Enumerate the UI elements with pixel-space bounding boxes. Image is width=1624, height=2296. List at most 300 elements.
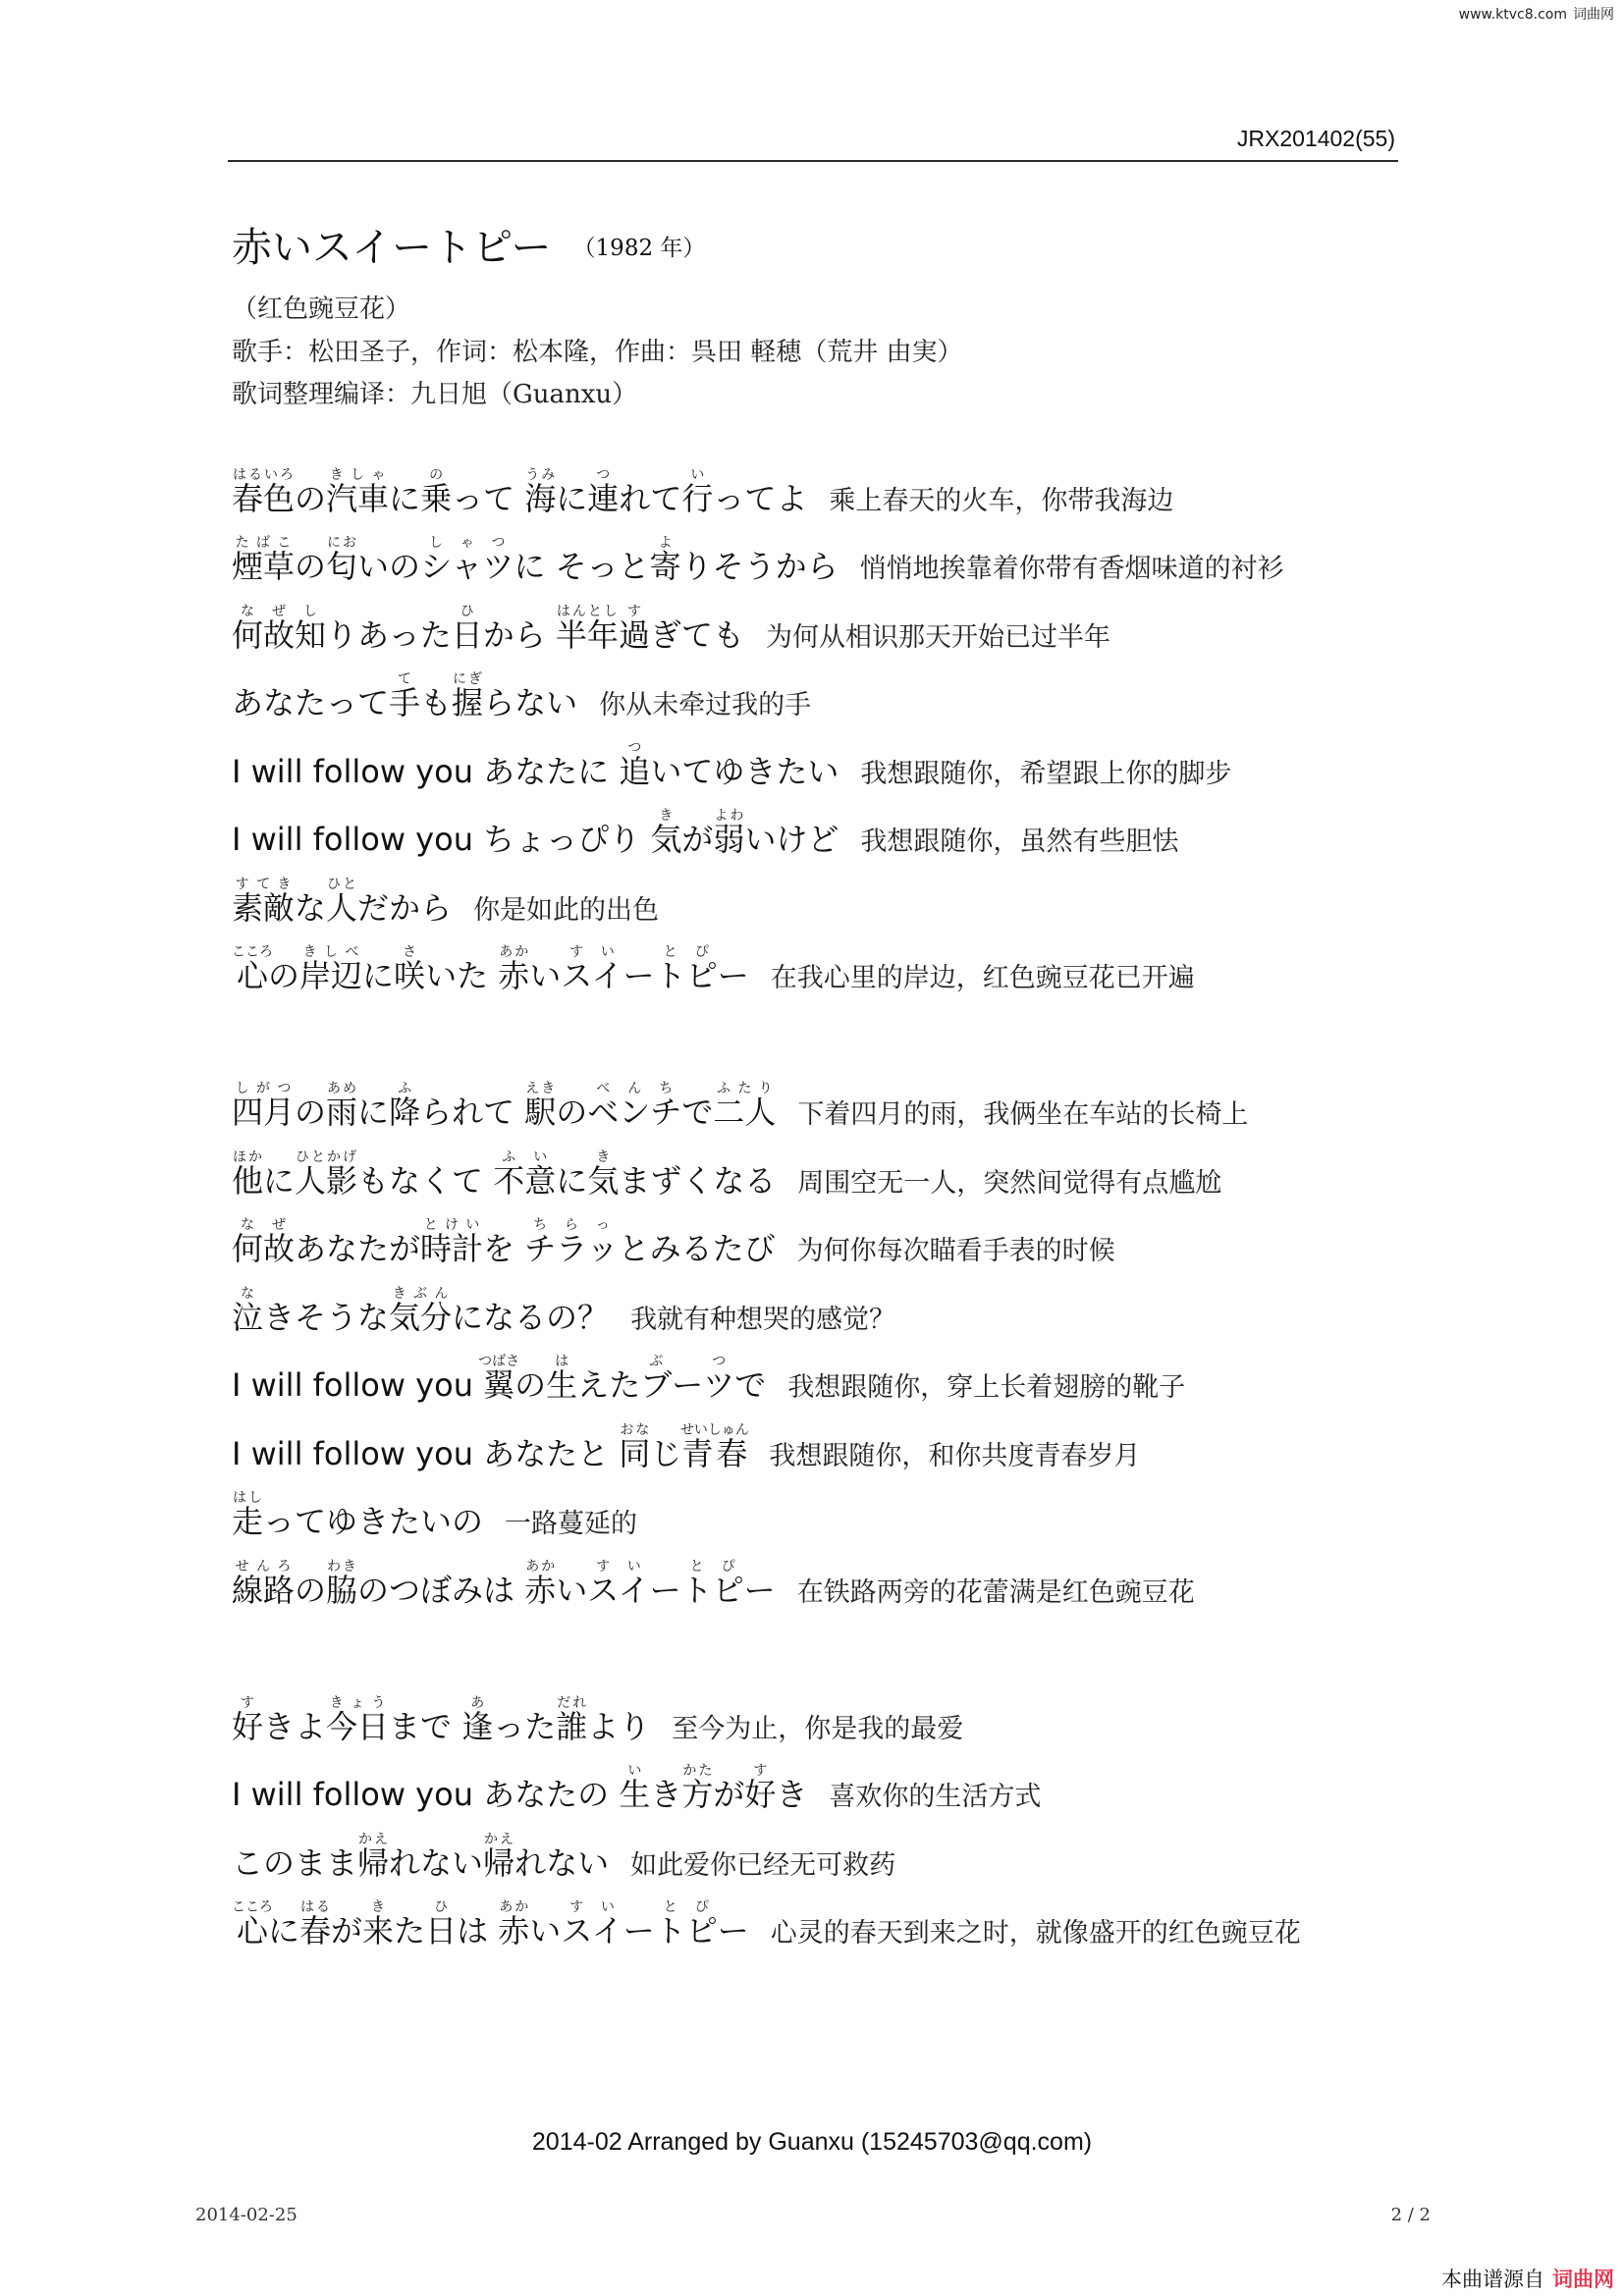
lyric-translation: 至今为止，你是我的最爱 (672, 1713, 964, 1744)
lyric-japanese (232, 1148, 777, 1200)
lyric-translation: 你是如此的出色 (473, 894, 660, 926)
header-rule (228, 160, 1398, 162)
lyric-row (232, 1694, 964, 1745)
watermark-brand-top: 词曲网 (1573, 7, 1614, 23)
lyric-text: れない (514, 1843, 610, 1882)
lyric-text: き (650, 1776, 682, 1813)
lyric-line (232, 522, 1587, 591)
lyric-japanese (232, 1763, 808, 1813)
furigana-reading: ぴ (685, 944, 718, 960)
lyric-text: あなたって (232, 684, 390, 721)
lyric-translation: 在铁路两旁的花蕾满是红色豌豆花 (796, 1576, 1195, 1608)
song-year: （1982 年） (572, 236, 706, 261)
lyric-translation: 喜欢你的生活方式 (829, 1782, 1042, 1812)
furigana-reading: にお (326, 535, 358, 551)
lyric-japanese (232, 1081, 777, 1131)
furigana-reading: き (650, 808, 682, 824)
lyric-line (232, 795, 1587, 864)
lyric-text: い (529, 1912, 562, 1949)
furigana-reading: ひとかげ (295, 1148, 358, 1165)
lyric-line (232, 1477, 1587, 1546)
arranger-footer: 2014-02 Arranged by Guanxu (15245703@qq.com) (531, 2128, 1093, 2156)
furigana-word: 春色はるいろ (232, 466, 296, 517)
furigana-reading: ふたり (713, 1081, 777, 1096)
lyric-text: きよ (263, 1707, 327, 1745)
furigana-reading: こころ (232, 1899, 273, 1915)
furigana-word: 何故なぜ (232, 1217, 296, 1267)
furigana-word: 生は (546, 1354, 578, 1404)
lyric-text: の (295, 1094, 327, 1131)
lyric-text: が (331, 1912, 363, 1949)
lyric-japanese (232, 1217, 776, 1267)
furigana-reading: ぶ (640, 1354, 673, 1369)
lyric-japanese (232, 739, 839, 790)
furigana-word: スイすい (587, 1558, 650, 1609)
furigana-reading: おな (619, 1421, 651, 1438)
lyric-text: このまま (232, 1843, 358, 1882)
lyric-translation: 为何从相识那天开始已过半年 (765, 621, 1110, 653)
stanza (232, 454, 1587, 999)
stanza (232, 1068, 1587, 1614)
furigana-reading: き (587, 1148, 620, 1165)
furigana-word: 逢あ (461, 1694, 494, 1745)
lyric-translation: 我就有种想哭的感觉？ (630, 1304, 896, 1335)
furigana-word: 心こころ (232, 944, 273, 994)
furigana-word: 心こころ (232, 1899, 273, 1949)
lyric-line (232, 659, 1587, 727)
furigana-reading: かえ (357, 1831, 390, 1847)
furigana-reading: しがつ (232, 1081, 295, 1096)
furigana-word: 追つ (619, 739, 651, 790)
lyric-japanese (232, 1831, 610, 1882)
furigana-reading: あか (498, 944, 530, 960)
furigana-word: 降ふ (389, 1081, 421, 1131)
lyric-text: ってゆきたいの (263, 1503, 484, 1540)
lyric-text: ー (623, 957, 655, 994)
furigana-reading: べんち (587, 1081, 682, 1096)
furigana-reading: すい (561, 1899, 623, 1915)
lyric-text: から (482, 615, 556, 654)
furigana-word: ベンチべんち (587, 1081, 682, 1131)
watermark-source-prefix: 本曲谱源自 (1441, 2268, 1544, 2291)
lyric-text: た (394, 1912, 426, 1949)
furigana-reading: きょう (326, 1694, 390, 1711)
lyric-row (232, 1558, 1195, 1609)
furigana-reading: きしゃ (326, 466, 390, 483)
lyric-text: ー (672, 1366, 704, 1404)
lyric-text: ー (649, 1571, 681, 1609)
lyric-row (232, 739, 1232, 790)
lyric-line (232, 1272, 1587, 1341)
lyric-row (232, 1899, 1301, 1947)
furigana-reading: ひ (451, 603, 483, 619)
furigana-word: 泣な (232, 1285, 264, 1336)
lyric-text: の (295, 548, 327, 585)
lyric-text: に (263, 1161, 296, 1200)
furigana-word: 赤あか (498, 1899, 530, 1949)
lyric-row (232, 603, 1110, 654)
lyric-row (232, 466, 1174, 517)
furigana-word: 翼つばさ (478, 1354, 520, 1404)
lyric-text: まずくなる (619, 1161, 777, 1200)
furigana-reading: うみ (524, 466, 557, 483)
lyric-translation: 你从未牵过我的手 (599, 690, 812, 721)
lyric-text: きそうな (263, 1298, 390, 1336)
furigana-word: 帰かえ (483, 1831, 515, 1882)
furigana-reading: な (232, 1285, 263, 1302)
lyric-text: だから (357, 888, 453, 927)
furigana-word: 岸辺きしべ (299, 944, 363, 994)
lyric-text: いてゆきたい (650, 752, 839, 790)
lyric-text: の (556, 1094, 588, 1131)
song-subtitle: （红色豌豆花） (232, 294, 411, 324)
furigana-reading: と (654, 1899, 686, 1915)
furigana-word: 脇わき (326, 1558, 358, 1609)
lyric-line (232, 1887, 1587, 1955)
lyric-text: は (457, 1912, 499, 1949)
furigana-word: 雨あめ (326, 1081, 358, 1131)
furigana-word: 同おな (619, 1421, 651, 1472)
lyric-line (232, 1409, 1587, 1477)
furigana-word: シャツしゃつ (420, 535, 514, 585)
lyric-text: まで (389, 1707, 462, 1745)
lyric-text: じ (650, 1434, 682, 1472)
lyric-text: で (734, 1366, 767, 1404)
lyric-translation: 下着四月的雨，我俩坐在车站的长椅上 (797, 1099, 1249, 1130)
lyric-japanese (232, 535, 839, 585)
lyric-text: れて (619, 479, 682, 517)
lyric-text: って (452, 479, 525, 517)
lyric-text: ぎても (649, 615, 744, 654)
lyric-line (232, 932, 1587, 1000)
lyric-japanese (232, 466, 808, 517)
lyric-row (232, 808, 1179, 858)
lyric-text: も (420, 684, 453, 721)
furigana-word: トと (680, 1558, 713, 1609)
furigana-word: 今日きょう (326, 1694, 390, 1745)
lyric-text: に (357, 1094, 390, 1131)
page-number: 2 / 2 (1390, 2205, 1431, 2225)
lyric-text: に (556, 1161, 588, 1200)
furigana-reading: い (619, 1763, 651, 1779)
lyric-text: になるの？ (452, 1298, 610, 1336)
furigana-reading: かえ (483, 1831, 515, 1847)
lyric-japanese (232, 671, 578, 721)
lyric-row (232, 944, 1195, 994)
lyric-translation: 周围空无一人，突然间觉得有点尴尬 (797, 1167, 1222, 1199)
lyric-text: い (556, 1571, 588, 1609)
furigana-word: 人影ひとかげ (295, 1148, 358, 1200)
furigana-word: チラッちらっ (524, 1217, 619, 1267)
furigana-word: 帰かえ (357, 1831, 390, 1882)
lyric-row (232, 535, 1284, 585)
lyric-text: I will follow you (232, 1366, 484, 1404)
furigana-reading: きぶん (389, 1285, 453, 1302)
site-watermark-top (1459, 4, 1614, 24)
lyric-text: いの (357, 548, 421, 585)
lyric-text: I will follow you あなたと (232, 1434, 620, 1472)
furigana-reading: はし (232, 1490, 264, 1506)
furigana-word: 日ひ (451, 603, 483, 654)
lyric-text: とみるたび (618, 1230, 776, 1267)
furigana-reading: だれ (556, 1694, 588, 1711)
lyric-line (232, 1136, 1587, 1204)
lyric-text: に (362, 957, 395, 994)
lyric-translation: 为何你每次瞄看手表的时候 (796, 1236, 1115, 1266)
lyric-translation: 我想跟随你，虽然有些胆怯 (860, 827, 1179, 857)
lyric-text: ー (717, 1912, 749, 1949)
furigana-reading: つ (703, 1354, 735, 1369)
print-date: 2014-02-25 (195, 2205, 298, 2225)
furigana-word: 気き (587, 1148, 620, 1200)
song-credits: 歌手：松田圣子，作词：松本隆，作曲：呉田 軽穂（荒井 由実） (232, 338, 963, 367)
furigana-word: ブぶ (640, 1354, 673, 1404)
lyric-text: I will follow you あなたに (232, 752, 620, 790)
furigana-reading: つ (619, 739, 651, 756)
lyric-line (232, 1818, 1587, 1887)
furigana-reading: せんろ (232, 1558, 295, 1575)
lyric-translation: 我想跟随你，希望跟上你的脚步 (860, 758, 1232, 789)
furigana-reading: わき (326, 1558, 358, 1575)
lyrics (232, 454, 1587, 1954)
lyric-japanese (232, 603, 744, 654)
furigana-reading: ひ (425, 1899, 458, 1915)
furigana-word: 他ほか (232, 1148, 264, 1200)
lyric-text: に (268, 1912, 300, 1949)
lyric-text: き (776, 1776, 808, 1813)
furigana-reading: の (420, 466, 453, 483)
furigana-reading: と (654, 944, 686, 960)
furigana-reading: せいしゅん (679, 1421, 749, 1438)
furigana-word: 気き (650, 808, 682, 858)
furigana-word: 素敵すてき (232, 876, 296, 927)
lyric-text: れない (389, 1843, 484, 1882)
furigana-word: 不意ふい (493, 1148, 557, 1200)
lyric-line (232, 454, 1587, 522)
furigana-reading: にぎ (452, 671, 484, 687)
lyric-line (232, 1204, 1587, 1273)
furigana-word: 青春せいしゅん (679, 1421, 749, 1472)
furigana-word: ピぴ (712, 1558, 744, 1609)
furigana-reading: あか (524, 1558, 557, 1575)
furigana-word: 生い (619, 1763, 651, 1813)
lyric-row (232, 1831, 896, 1882)
lyric-translation: 如此爱你已经无可救药 (630, 1849, 896, 1881)
lyric-translation: 在我心里的岸边，红色豌豆花已开遍 (770, 963, 1195, 993)
lyric-row (232, 1421, 1141, 1472)
lyric-text: に (389, 479, 421, 517)
furigana-word: 煙草たばこ (232, 535, 296, 585)
lyric-text: の (268, 957, 300, 994)
furigana-word: 過す (618, 603, 650, 654)
furigana-reading: す (618, 603, 650, 619)
furigana-reading: しゃつ (420, 535, 514, 551)
lyric-text: いた (425, 957, 499, 994)
lyric-line (232, 863, 1587, 932)
lyric-japanese (232, 944, 749, 994)
watermark-brand-bottom: 词曲网 (1552, 2268, 1614, 2291)
furigana-reading: て (389, 671, 421, 687)
furigana-reading: ほか (232, 1148, 264, 1165)
furigana-word: 時計とけい (420, 1217, 484, 1267)
lyric-translation: 心灵的春天到来之时，就像盛开的红色豌豆花 (770, 1918, 1301, 1949)
furigana-word: 二人ふたり (713, 1081, 777, 1131)
lyric-row (232, 876, 660, 927)
furigana-word: ツつ (703, 1354, 735, 1404)
lyric-line (232, 1682, 1587, 1750)
lyric-row (232, 1148, 1222, 1200)
lyric-text: な (295, 888, 327, 927)
lyric-text: のつぼみは (357, 1571, 525, 1609)
furigana-reading: し (295, 603, 327, 619)
furigana-word: 握にぎ (452, 671, 484, 721)
furigana-reading: つ (587, 466, 620, 483)
furigana-word: 海うみ (524, 466, 557, 517)
furigana-word: 来き (362, 1899, 395, 1949)
lyric-line (232, 1068, 1587, 1137)
lyric-text: に (556, 479, 588, 517)
furigana-word: 匂にお (326, 535, 358, 585)
furigana-word: スイすい (561, 944, 623, 994)
lyric-row (232, 1490, 638, 1540)
lyric-line (232, 726, 1587, 795)
furigana-word: 好す (744, 1763, 777, 1813)
lyric-text: ー (623, 1912, 655, 1949)
lyric-japanese (232, 876, 453, 927)
furigana-word: 四月しがつ (232, 1081, 296, 1131)
furigana-reading: さ (394, 944, 426, 960)
furigana-word: 走はし (232, 1490, 264, 1540)
lyric-text: の (295, 1571, 327, 1609)
stanza (232, 1682, 1587, 1954)
furigana-reading: はる (299, 1899, 332, 1915)
lyric-text: I will follow you あなたの (232, 1776, 620, 1813)
furigana-word: 弱よわ (713, 808, 745, 858)
lyrics-editor: 歌词整理编译：九日旭（Guanxu） (232, 380, 638, 409)
furigana-word: トと (654, 944, 686, 994)
furigana-word: ピぴ (685, 1899, 718, 1949)
lyric-text: いけど (744, 821, 839, 858)
furigana-word: トと (654, 1899, 686, 1949)
furigana-word: 線路せんろ (232, 1558, 296, 1609)
lyric-translation: 我想跟随你，和你共度青春岁月 (769, 1440, 1141, 1471)
lyric-row (232, 1217, 1115, 1267)
furigana-reading: よ (649, 535, 681, 551)
lyric-text: い (529, 957, 562, 994)
furigana-reading: ぴ (685, 1899, 718, 1915)
lyric-translation: 一路蔓延的 (505, 1509, 638, 1539)
lyric-text: られて (420, 1094, 525, 1131)
lyric-text: が (681, 821, 714, 858)
furigana-reading: ぴ (712, 1558, 744, 1575)
furigana-reading: なぜ (232, 1217, 296, 1233)
lyric-line (232, 1750, 1587, 1819)
lyric-text: った (493, 1707, 557, 1745)
furigana-word: スイすい (561, 1899, 623, 1949)
lyric-text: の (295, 479, 327, 517)
furigana-word: 人ひと (326, 876, 358, 927)
furigana-word: 咲さ (394, 944, 426, 994)
furigana-word: 乗の (420, 466, 453, 517)
furigana-reading: よわ (713, 808, 745, 824)
lyric-text: で (681, 1094, 714, 1131)
lyric-japanese (232, 1490, 484, 1540)
lyric-row (232, 1081, 1249, 1131)
catalog-code: JRX201402(55) (1236, 126, 1395, 151)
furigana-word: 手て (389, 671, 421, 721)
furigana-word: ピぴ (685, 944, 718, 994)
furigana-word: 半年はんとし (555, 603, 619, 654)
lyric-japanese (232, 808, 839, 858)
lyric-text: を (483, 1230, 525, 1267)
furigana-reading: ちらっ (524, 1217, 619, 1233)
lyric-text: あなたが (295, 1230, 421, 1267)
lyric-row (232, 1354, 1186, 1404)
furigana-word: 誰だれ (556, 1694, 588, 1745)
furigana-word: 赤あか (498, 944, 530, 994)
furigana-word: 何故なぜ (232, 603, 296, 654)
lyric-japanese (232, 1354, 767, 1404)
furigana-reading: あか (498, 1899, 530, 1915)
furigana-reading: い (681, 466, 714, 483)
furigana-reading: は (546, 1354, 578, 1369)
lyric-translation: 悄悄地挨靠着你带有香烟味道的衬衫 (859, 554, 1284, 584)
lyric-text: ー (717, 957, 749, 994)
furigana-reading: ひと (326, 876, 358, 892)
lyric-line (232, 1545, 1587, 1614)
furigana-reading: あ (461, 1694, 494, 1711)
furigana-reading: き (362, 1899, 395, 1915)
lyric-japanese (232, 1694, 651, 1745)
lyric-text: I will follow you ちょっぴり (232, 821, 651, 858)
furigana-word: 行い (681, 466, 714, 517)
song-title: 赤いスイートピー (232, 224, 552, 271)
furigana-reading: はるいろ (232, 466, 296, 483)
furigana-word: 汽車きしゃ (326, 466, 390, 517)
source-watermark-bottom (1441, 2264, 1614, 2293)
lyric-row (232, 1285, 896, 1336)
song-title-row (232, 215, 705, 273)
lyric-translation: 乘上春天的火车，你带我海边 (829, 485, 1174, 516)
lyric-text: ー (743, 1571, 776, 1609)
furigana-reading: ふ (389, 1081, 421, 1096)
furigana-word: 駅えき (524, 1081, 557, 1131)
lyric-row (232, 1763, 1042, 1813)
furigana-reading: なぜ (232, 603, 296, 619)
furigana-reading: す (232, 1694, 263, 1711)
lyric-japanese (232, 1421, 749, 1472)
furigana-reading: あめ (326, 1081, 358, 1096)
lyric-text: らない (483, 684, 578, 721)
furigana-word: 知し (295, 603, 327, 654)
furigana-word: 寄よ (649, 535, 681, 585)
lyric-text: えた (577, 1366, 641, 1404)
furigana-reading: かた (681, 1763, 714, 1779)
lyric-text: ってよ (713, 479, 808, 517)
furigana-reading: と (680, 1558, 713, 1575)
lyric-text: りあった (326, 615, 452, 654)
watermark-site-url: www.ktvc8.com (1458, 7, 1567, 23)
furigana-reading: とけい (420, 1217, 484, 1233)
lyric-line (232, 1341, 1587, 1410)
furigana-reading: たばこ (232, 535, 295, 551)
furigana-word: 連つ (587, 466, 620, 517)
lyric-japanese (232, 1558, 776, 1609)
furigana-reading: きしべ (299, 944, 363, 960)
lyric-text: の (514, 1366, 547, 1404)
lyric-text: に そっと (514, 548, 650, 585)
lyric-text: りそうから (680, 548, 839, 585)
